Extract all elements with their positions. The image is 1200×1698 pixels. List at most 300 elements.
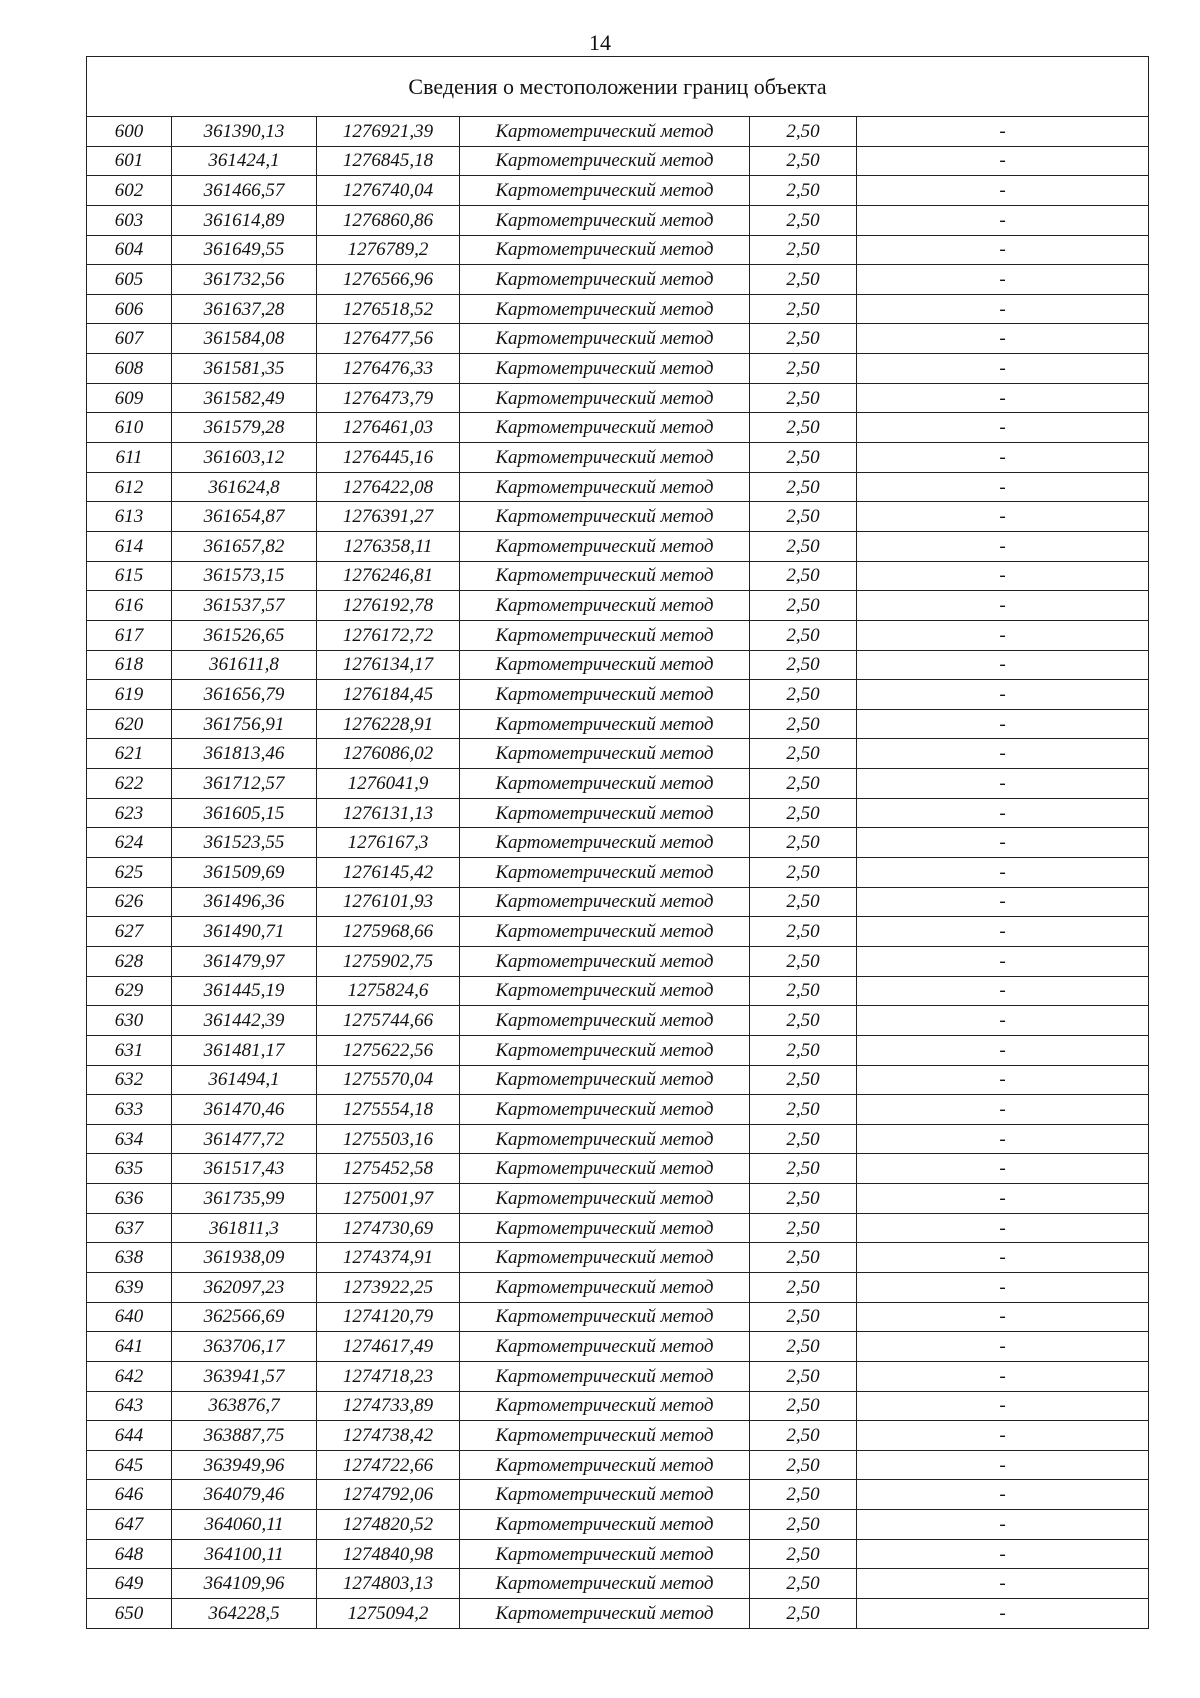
method-cell: Картометрический метод <box>460 413 750 443</box>
point-number-cell: 614 <box>87 531 172 561</box>
description-cell: - <box>857 502 1149 532</box>
x-coordinate-cell: 363887,75 <box>172 1421 317 1451</box>
point-number-cell: 642 <box>87 1361 172 1391</box>
point-number-cell: 639 <box>87 1272 172 1302</box>
description-cell: - <box>857 354 1149 384</box>
method-cell: Картометрический метод <box>460 709 750 739</box>
method-cell: Картометрический метод <box>460 1065 750 1095</box>
point-number-cell: 635 <box>87 1154 172 1184</box>
point-number-cell: 624 <box>87 828 172 858</box>
description-cell: - <box>857 1184 1149 1214</box>
table-row <box>87 1154 1149 1184</box>
x-coordinate-cell: 362566,69 <box>172 1302 317 1332</box>
method-cell: Картометрический метод <box>460 1154 750 1184</box>
accuracy-cell: 2,50 <box>750 1391 857 1421</box>
x-coordinate-cell: 364079,46 <box>172 1480 317 1510</box>
point-number-cell: 626 <box>87 887 172 917</box>
y-coordinate-cell: 1273922,25 <box>317 1272 460 1302</box>
method-cell: Картометрический метод <box>460 917 750 947</box>
accuracy-cell: 2,50 <box>750 650 857 680</box>
description-cell: - <box>857 1599 1149 1629</box>
point-number-cell: 621 <box>87 739 172 769</box>
accuracy-cell: 2,50 <box>750 1539 857 1569</box>
point-number-cell: 601 <box>87 146 172 176</box>
x-coordinate-cell: 361526,65 <box>172 620 317 650</box>
accuracy-cell: 2,50 <box>750 413 857 443</box>
method-cell: Картометрический метод <box>460 976 750 1006</box>
method-cell: Картометрический метод <box>460 680 750 710</box>
x-coordinate-cell: 361481,17 <box>172 1035 317 1065</box>
x-coordinate-cell: 363876,7 <box>172 1391 317 1421</box>
x-coordinate-cell: 361712,57 <box>172 769 317 799</box>
method-cell: Картометрический метод <box>460 561 750 591</box>
table-row <box>87 858 1149 888</box>
accuracy-cell: 2,50 <box>750 1450 857 1480</box>
point-number-cell: 613 <box>87 502 172 532</box>
y-coordinate-cell: 1276921,39 <box>317 117 460 147</box>
table-body <box>87 117 1149 1629</box>
point-number-cell: 644 <box>87 1421 172 1451</box>
x-coordinate-cell: 361581,35 <box>172 354 317 384</box>
table-row <box>87 383 1149 413</box>
description-cell: - <box>857 472 1149 502</box>
table-title: Сведения о местоположении границ объекта <box>87 57 1149 117</box>
y-coordinate-cell: 1276845,18 <box>317 146 460 176</box>
description-cell: - <box>857 205 1149 235</box>
x-coordinate-cell: 361614,89 <box>172 205 317 235</box>
method-cell: Картометрический метод <box>460 1332 750 1362</box>
point-number-cell: 602 <box>87 176 172 206</box>
description-cell: - <box>857 1006 1149 1036</box>
table-row <box>87 620 1149 650</box>
method-cell: Картометрический метод <box>460 1124 750 1154</box>
method-cell: Картометрический метод <box>460 531 750 561</box>
point-number-cell: 625 <box>87 858 172 888</box>
description-cell: - <box>857 383 1149 413</box>
y-coordinate-cell: 1274730,69 <box>317 1213 460 1243</box>
x-coordinate-cell: 361611,8 <box>172 650 317 680</box>
point-number-cell: 615 <box>87 561 172 591</box>
accuracy-cell: 2,50 <box>750 1124 857 1154</box>
method-cell: Картометрический метод <box>460 1391 750 1421</box>
y-coordinate-cell: 1276101,93 <box>317 887 460 917</box>
table-row <box>87 502 1149 532</box>
y-coordinate-cell: 1276246,81 <box>317 561 460 591</box>
y-coordinate-cell: 1276473,79 <box>317 383 460 413</box>
method-cell: Картометрический метод <box>460 324 750 354</box>
point-number-cell: 628 <box>87 946 172 976</box>
x-coordinate-cell: 361479,97 <box>172 946 317 976</box>
description-cell: - <box>857 1510 1149 1540</box>
accuracy-cell: 2,50 <box>750 591 857 621</box>
accuracy-cell: 2,50 <box>750 383 857 413</box>
point-number-cell: 631 <box>87 1035 172 1065</box>
description-cell: - <box>857 1035 1149 1065</box>
x-coordinate-cell: 361424,1 <box>172 146 317 176</box>
accuracy-cell: 2,50 <box>750 1065 857 1095</box>
method-cell: Картометрический метод <box>460 798 750 828</box>
table-row <box>87 1272 1149 1302</box>
description-cell: - <box>857 1421 1149 1451</box>
method-cell: Картометрический метод <box>460 946 750 976</box>
accuracy-cell: 2,50 <box>750 709 857 739</box>
x-coordinate-cell: 361584,08 <box>172 324 317 354</box>
method-cell: Картометрический метод <box>460 739 750 769</box>
table-row <box>87 976 1149 1006</box>
table-row <box>87 917 1149 947</box>
description-cell: - <box>857 650 1149 680</box>
accuracy-cell: 2,50 <box>750 1421 857 1451</box>
table-row <box>87 650 1149 680</box>
description-cell: - <box>857 798 1149 828</box>
table-row <box>87 1361 1149 1391</box>
accuracy-cell: 2,50 <box>750 739 857 769</box>
x-coordinate-cell: 361735,99 <box>172 1184 317 1214</box>
accuracy-cell: 2,50 <box>750 976 857 1006</box>
y-coordinate-cell: 1274840,98 <box>317 1539 460 1569</box>
table-row <box>87 1332 1149 1362</box>
accuracy-cell: 2,50 <box>750 620 857 650</box>
table-row <box>87 1213 1149 1243</box>
accuracy-cell: 2,50 <box>750 769 857 799</box>
y-coordinate-cell: 1276445,16 <box>317 443 460 473</box>
accuracy-cell: 2,50 <box>750 205 857 235</box>
description-cell: - <box>857 443 1149 473</box>
accuracy-cell: 2,50 <box>750 828 857 858</box>
method-cell: Картометрический метод <box>460 205 750 235</box>
table-row <box>87 265 1149 295</box>
description-cell: - <box>857 976 1149 1006</box>
description-cell: - <box>857 1391 1149 1421</box>
accuracy-cell: 2,50 <box>750 1006 857 1036</box>
table-row <box>87 1124 1149 1154</box>
accuracy-cell: 2,50 <box>750 1213 857 1243</box>
accuracy-cell: 2,50 <box>750 887 857 917</box>
x-coordinate-cell: 361582,49 <box>172 383 317 413</box>
method-cell: Картометрический метод <box>460 1450 750 1480</box>
y-coordinate-cell: 1276422,08 <box>317 472 460 502</box>
accuracy-cell: 2,50 <box>750 294 857 324</box>
description-cell: - <box>857 1154 1149 1184</box>
method-cell: Картометрический метод <box>460 828 750 858</box>
x-coordinate-cell: 362097,23 <box>172 1272 317 1302</box>
method-cell: Картометрический метод <box>460 1243 750 1273</box>
method-cell: Картометрический метод <box>460 472 750 502</box>
method-cell: Картометрический метод <box>460 858 750 888</box>
y-coordinate-cell: 1275094,2 <box>317 1599 460 1629</box>
y-coordinate-cell: 1276566,96 <box>317 265 460 295</box>
method-cell: Картометрический метод <box>460 650 750 680</box>
y-coordinate-cell: 1276145,42 <box>317 858 460 888</box>
x-coordinate-cell: 361657,82 <box>172 531 317 561</box>
x-coordinate-cell: 363706,17 <box>172 1332 317 1362</box>
description-cell: - <box>857 739 1149 769</box>
point-number-cell: 638 <box>87 1243 172 1273</box>
y-coordinate-cell: 1276172,72 <box>317 620 460 650</box>
point-number-cell: 620 <box>87 709 172 739</box>
y-coordinate-cell: 1276476,33 <box>317 354 460 384</box>
description-cell: - <box>857 1272 1149 1302</box>
description-cell: - <box>857 294 1149 324</box>
y-coordinate-cell: 1274820,52 <box>317 1510 460 1540</box>
y-coordinate-cell: 1275622,56 <box>317 1035 460 1065</box>
y-coordinate-cell: 1276041,9 <box>317 769 460 799</box>
point-number-cell: 604 <box>87 235 172 265</box>
y-coordinate-cell: 1275824,6 <box>317 976 460 1006</box>
description-cell: - <box>857 146 1149 176</box>
method-cell: Картометрический метод <box>460 1272 750 1302</box>
accuracy-cell: 2,50 <box>750 1184 857 1214</box>
table-row <box>87 946 1149 976</box>
description-cell: - <box>857 1480 1149 1510</box>
point-number-cell: 611 <box>87 443 172 473</box>
y-coordinate-cell: 1276086,02 <box>317 739 460 769</box>
y-coordinate-cell: 1276192,78 <box>317 591 460 621</box>
method-cell: Картометрический метод <box>460 1095 750 1125</box>
table-row <box>87 354 1149 384</box>
point-number-cell: 640 <box>87 1302 172 1332</box>
y-coordinate-cell: 1276228,91 <box>317 709 460 739</box>
accuracy-cell: 2,50 <box>750 1035 857 1065</box>
table-row <box>87 205 1149 235</box>
method-cell: Картометрический метод <box>460 1599 750 1629</box>
x-coordinate-cell: 361811,3 <box>172 1213 317 1243</box>
y-coordinate-cell: 1275570,04 <box>317 1065 460 1095</box>
y-coordinate-cell: 1275744,66 <box>317 1006 460 1036</box>
y-coordinate-cell: 1274792,06 <box>317 1480 460 1510</box>
point-number-cell: 622 <box>87 769 172 799</box>
description-cell: - <box>857 887 1149 917</box>
description-cell: - <box>857 117 1149 147</box>
point-number-cell: 606 <box>87 294 172 324</box>
table-row <box>87 1480 1149 1510</box>
y-coordinate-cell: 1276740,04 <box>317 176 460 206</box>
y-coordinate-cell: 1274718,23 <box>317 1361 460 1391</box>
table-row <box>87 1421 1149 1451</box>
point-number-cell: 619 <box>87 680 172 710</box>
x-coordinate-cell: 361603,12 <box>172 443 317 473</box>
x-coordinate-cell: 361445,19 <box>172 976 317 1006</box>
x-coordinate-cell: 361494,1 <box>172 1065 317 1095</box>
y-coordinate-cell: 1276131,13 <box>317 798 460 828</box>
x-coordinate-cell: 364060,11 <box>172 1510 317 1540</box>
x-coordinate-cell: 364100,11 <box>172 1539 317 1569</box>
x-coordinate-cell: 364228,5 <box>172 1599 317 1629</box>
y-coordinate-cell: 1275968,66 <box>317 917 460 947</box>
y-coordinate-cell: 1275503,16 <box>317 1124 460 1154</box>
x-coordinate-cell: 361537,57 <box>172 591 317 621</box>
y-coordinate-cell: 1276518,52 <box>317 294 460 324</box>
description-cell: - <box>857 917 1149 947</box>
y-coordinate-cell: 1274120,79 <box>317 1302 460 1332</box>
y-coordinate-cell: 1276134,17 <box>317 650 460 680</box>
description-cell: - <box>857 531 1149 561</box>
accuracy-cell: 2,50 <box>750 858 857 888</box>
point-number-cell: 627 <box>87 917 172 947</box>
table-row <box>87 1302 1149 1332</box>
table-row <box>87 146 1149 176</box>
table-row <box>87 413 1149 443</box>
x-coordinate-cell: 361813,46 <box>172 739 317 769</box>
table-row <box>87 324 1149 354</box>
description-cell: - <box>857 413 1149 443</box>
page-number: 14 <box>589 30 611 55</box>
accuracy-cell: 2,50 <box>750 798 857 828</box>
description-cell: - <box>857 591 1149 621</box>
method-cell: Картометрический метод <box>460 620 750 650</box>
accuracy-cell: 2,50 <box>750 1569 857 1599</box>
description-cell: - <box>857 1450 1149 1480</box>
x-coordinate-cell: 361490,71 <box>172 917 317 947</box>
point-number-cell: 609 <box>87 383 172 413</box>
point-number-cell: 645 <box>87 1450 172 1480</box>
method-cell: Картометрический метод <box>460 354 750 384</box>
x-coordinate-cell: 361466,57 <box>172 176 317 206</box>
y-coordinate-cell: 1274803,13 <box>317 1569 460 1599</box>
point-number-cell: 636 <box>87 1184 172 1214</box>
method-cell: Картометрический метод <box>460 1361 750 1391</box>
table-row <box>87 1599 1149 1629</box>
table-row <box>87 176 1149 206</box>
table-row <box>87 828 1149 858</box>
x-coordinate-cell: 361756,91 <box>172 709 317 739</box>
table-row <box>87 798 1149 828</box>
y-coordinate-cell: 1276461,03 <box>317 413 460 443</box>
x-coordinate-cell: 361442,39 <box>172 1006 317 1036</box>
point-number-cell: 633 <box>87 1095 172 1125</box>
table-title-row <box>87 57 1149 117</box>
y-coordinate-cell: 1274617,49 <box>317 1332 460 1362</box>
table-row <box>87 1243 1149 1273</box>
description-cell: - <box>857 680 1149 710</box>
description-cell: - <box>857 709 1149 739</box>
y-coordinate-cell: 1274738,42 <box>317 1421 460 1451</box>
description-cell: - <box>857 620 1149 650</box>
accuracy-cell: 2,50 <box>750 1154 857 1184</box>
accuracy-cell: 2,50 <box>750 531 857 561</box>
y-coordinate-cell: 1275902,75 <box>317 946 460 976</box>
point-number-cell: 634 <box>87 1124 172 1154</box>
method-cell: Картометрический метод <box>460 265 750 295</box>
method-cell: Картометрический метод <box>460 383 750 413</box>
table-row <box>87 294 1149 324</box>
accuracy-cell: 2,50 <box>750 1243 857 1273</box>
method-cell: Картометрический метод <box>460 443 750 473</box>
accuracy-cell: 2,50 <box>750 1272 857 1302</box>
x-coordinate-cell: 361496,36 <box>172 887 317 917</box>
table-row <box>87 1569 1149 1599</box>
point-number-cell: 629 <box>87 976 172 1006</box>
method-cell: Картометрический метод <box>460 1569 750 1599</box>
accuracy-cell: 2,50 <box>750 176 857 206</box>
method-cell: Картометрический метод <box>460 1006 750 1036</box>
description-cell: - <box>857 828 1149 858</box>
accuracy-cell: 2,50 <box>750 1302 857 1332</box>
accuracy-cell: 2,50 <box>750 1510 857 1540</box>
description-cell: - <box>857 176 1149 206</box>
table-row <box>87 887 1149 917</box>
y-coordinate-cell: 1275452,58 <box>317 1154 460 1184</box>
point-number-cell: 612 <box>87 472 172 502</box>
y-coordinate-cell: 1276167,3 <box>317 828 460 858</box>
description-cell: - <box>857 1243 1149 1273</box>
table-row <box>87 709 1149 739</box>
method-cell: Картометрический метод <box>460 1480 750 1510</box>
point-number-cell: 607 <box>87 324 172 354</box>
accuracy-cell: 2,50 <box>750 146 857 176</box>
accuracy-cell: 2,50 <box>750 1480 857 1510</box>
description-cell: - <box>857 324 1149 354</box>
boundary-coordinates-table <box>86 56 1149 1629</box>
x-coordinate-cell: 361477,72 <box>172 1124 317 1154</box>
x-coordinate-cell: 363949,96 <box>172 1450 317 1480</box>
table-row <box>87 591 1149 621</box>
description-cell: - <box>857 1539 1149 1569</box>
description-cell: - <box>857 265 1149 295</box>
table-row <box>87 1035 1149 1065</box>
method-cell: Картометрический метод <box>460 1035 750 1065</box>
point-number-cell: 623 <box>87 798 172 828</box>
accuracy-cell: 2,50 <box>750 1332 857 1362</box>
method-cell: Картометрический метод <box>460 1539 750 1569</box>
method-cell: Картометрический метод <box>460 146 750 176</box>
table-row <box>87 1391 1149 1421</box>
method-cell: Картометрический метод <box>460 887 750 917</box>
accuracy-cell: 2,50 <box>750 1361 857 1391</box>
x-coordinate-cell: 361605,15 <box>172 798 317 828</box>
description-cell: - <box>857 1361 1149 1391</box>
x-coordinate-cell: 361656,79 <box>172 680 317 710</box>
accuracy-cell: 2,50 <box>750 917 857 947</box>
y-coordinate-cell: 1275001,97 <box>317 1184 460 1214</box>
point-number-cell: 646 <box>87 1480 172 1510</box>
table-row <box>87 769 1149 799</box>
description-cell: - <box>857 769 1149 799</box>
description-cell: - <box>857 1332 1149 1362</box>
x-coordinate-cell: 361390,13 <box>172 117 317 147</box>
point-number-cell: 600 <box>87 117 172 147</box>
x-coordinate-cell: 364109,96 <box>172 1569 317 1599</box>
method-cell: Картометрический метод <box>460 1184 750 1214</box>
point-number-cell: 605 <box>87 265 172 295</box>
point-number-cell: 643 <box>87 1391 172 1421</box>
point-number-cell: 637 <box>87 1213 172 1243</box>
y-coordinate-cell: 1276391,27 <box>317 502 460 532</box>
method-cell: Картометрический метод <box>460 176 750 206</box>
x-coordinate-cell: 361509,69 <box>172 858 317 888</box>
table-row <box>87 680 1149 710</box>
x-coordinate-cell: 361624,8 <box>172 472 317 502</box>
point-number-cell: 608 <box>87 354 172 384</box>
x-coordinate-cell: 361654,87 <box>172 502 317 532</box>
y-coordinate-cell: 1275554,18 <box>317 1095 460 1125</box>
x-coordinate-cell: 361938,09 <box>172 1243 317 1273</box>
description-cell: - <box>857 1095 1149 1125</box>
accuracy-cell: 2,50 <box>750 235 857 265</box>
table-row <box>87 1095 1149 1125</box>
accuracy-cell: 2,50 <box>750 472 857 502</box>
description-cell: - <box>857 1302 1149 1332</box>
method-cell: Картометрический метод <box>460 1213 750 1243</box>
description-cell: - <box>857 1569 1149 1599</box>
table-row <box>87 443 1149 473</box>
method-cell: Картометрический метод <box>460 117 750 147</box>
point-number-cell: 603 <box>87 205 172 235</box>
x-coordinate-cell: 361523,55 <box>172 828 317 858</box>
x-coordinate-cell: 361732,56 <box>172 265 317 295</box>
description-cell: - <box>857 561 1149 591</box>
table-row <box>87 1539 1149 1569</box>
